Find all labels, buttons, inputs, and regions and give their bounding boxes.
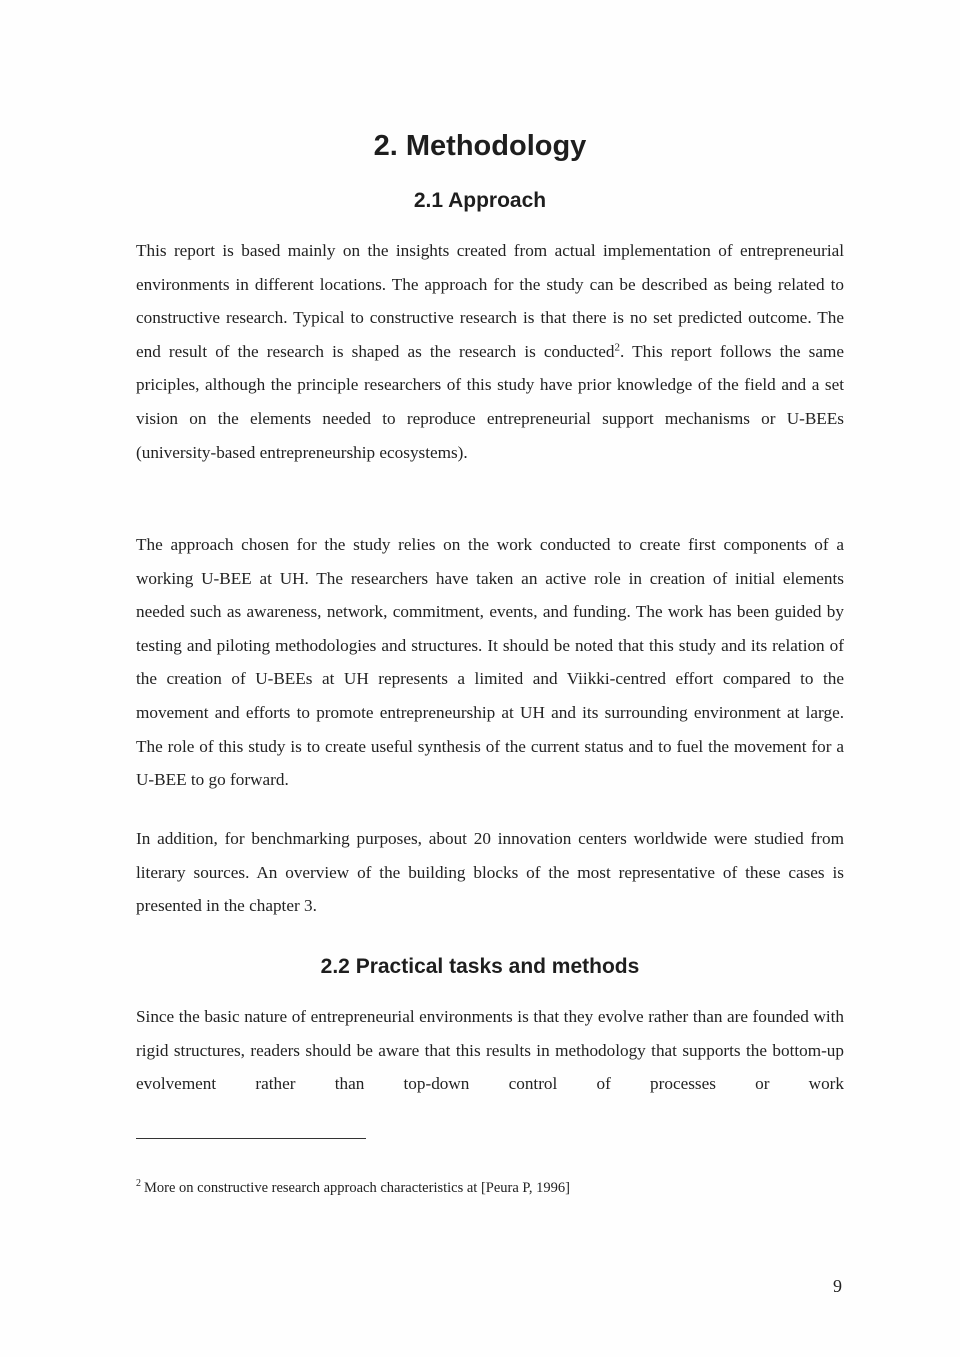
approach-paragraph-2: The approach chosen for the study relies on the work conducted to create first components of a working U-BEE at UH. The researchers have taken an active role in creation of initial elements needed such as awareness, network, commitment, events, and funding. The work has been guided by testing and piloting methodologies and structures. It should be noted that this study and its relation of the creation of U-BEEs at UH represents a limited and Viikki-centred effort compared to the movement and efforts to promote entrepreneurship at UH and its surrounding environment at large. The role of this study is to create useful synthesis of the current status and to fuel the movement for a U-BEE to go forward. bbox=[136, 535, 844, 790]
footnote-marker: 2 bbox=[136, 1178, 141, 1190]
section-title-approach: 2.1 Approach bbox=[413, 189, 547, 212]
footnote-text: More on constructive research approach characteristics at [Peura P, 1996] bbox=[144, 1180, 570, 1196]
page-number: 9 bbox=[833, 1276, 842, 1296]
footnote-separator bbox=[136, 1138, 366, 1139]
section-title-practical-tasks: 2.2 Practical tasks and methods bbox=[320, 955, 640, 978]
chapter-title: 2. Methodology bbox=[373, 130, 587, 162]
approach-paragraph-1-text-b: . This report follows the same priciples, although the principle researchers of this study have prior knowledge of the field and a set vision on the elements needed to reproduce entrepreneurial support mechanisms or U-BEEs (university-based entrepreneurship ecosystems). bbox=[136, 341, 844, 462]
practical-tasks-paragraph-1: Since the basic nature of entrepreneurial environments is that they evolve rather than are founded with rigid structures, readers should be aware that this results in methodology that supports the bottom-up evolvement rather than top-down control of processes or work bbox=[136, 1007, 844, 1094]
footnote bbox=[136, 1178, 844, 1198]
footnote-reference[interactable]: 2 bbox=[614, 341, 621, 354]
approach-paragraph-1-text-a: This report is based mainly on the insights created from actual implementation of entrepreneurial environments in different locations. The approach for the study can be described as being related to constructive research. Typical to constructive research is that there is no set predicted outcome. The end result of the research is shaped as the research is conducted bbox=[136, 241, 844, 361]
approach-paragraph-1 bbox=[136, 234, 844, 469]
approach-paragraph-3: In addition, for benchmarking purposes, about 20 innovation centers worldwide were studied from literary sources. An overview of the building blocks of the most representative of these cases is presented in the chapter 3. bbox=[136, 829, 844, 916]
